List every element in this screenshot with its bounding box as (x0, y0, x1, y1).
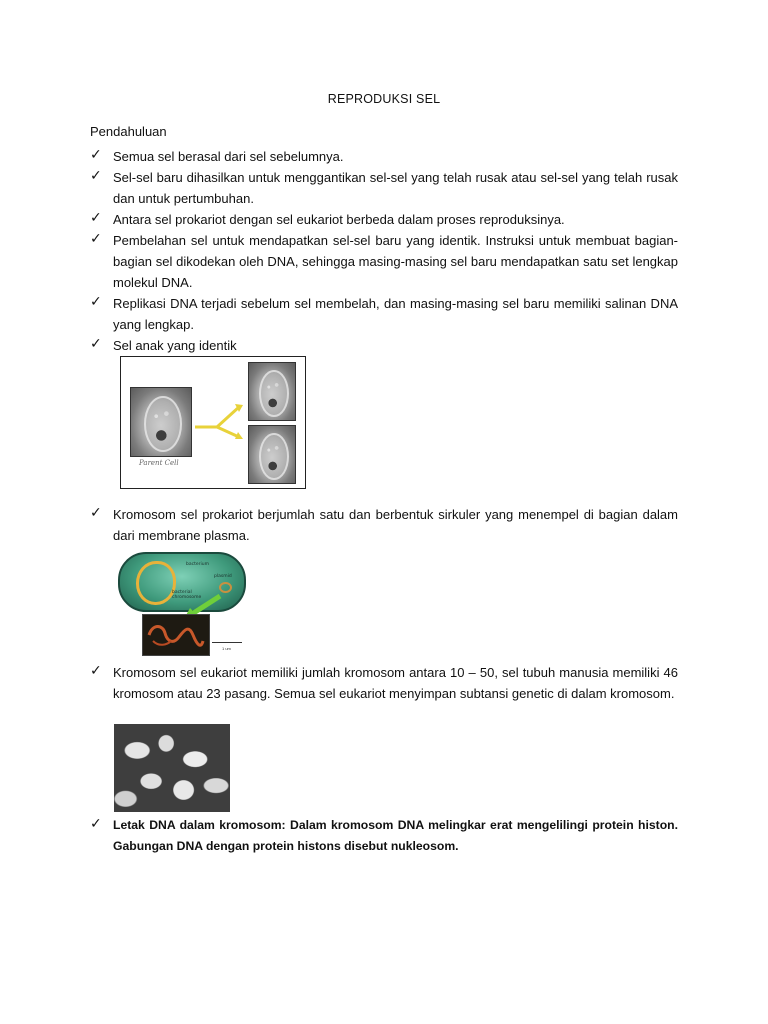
checkmark-icon: ✓ (90, 146, 102, 162)
list-item-text: Sel-sel baru dihasilkan untuk menggantikan sel-sel yang telah rusak atau sel-sel yang telah rusak dan untuk pertumbuhan. (113, 170, 678, 207)
checkmark-icon: ✓ (90, 293, 102, 309)
scale-bar (212, 642, 242, 643)
list-item-text: Kromosom sel prokariot berjumlah satu dan berbentuk sirkuler yang menempel di bagian dalam dari membrane plasma. (113, 507, 678, 544)
list-item (90, 230, 678, 294)
scale-label: 1 um (222, 646, 231, 651)
parent-cell-image (130, 387, 192, 457)
list-item-text: Replikasi DNA terjadi sebelum sel membelah, dan masing-masing sel baru memiliki salinan DNA yang lengkap. (113, 296, 678, 333)
list-item-text: Semua sel berasal dari sel sebelumnya. (113, 149, 344, 164)
checkmark-icon: ✓ (90, 167, 102, 183)
chromosome-micrograph (142, 614, 210, 656)
plasmid-shape (219, 582, 232, 593)
list-item-text: Antara sel prokariot dengan sel eukariot berbeda dalam proses reproduksinya. (113, 212, 565, 227)
chromosome-label: bacterial chromosome (172, 590, 202, 600)
intro-heading: Pendahuluan (90, 124, 167, 139)
list-item (90, 662, 678, 704)
list-item (90, 335, 678, 356)
daughter-cell-image (248, 362, 296, 421)
list-item (90, 293, 678, 335)
checkmark-icon: ✓ (90, 335, 102, 351)
checkmark-icon: ✓ (90, 209, 102, 225)
checkmark-icon: ✓ (90, 230, 102, 246)
checkmark-icon: ✓ (90, 815, 102, 831)
parent-cell-label: Parent Cell (139, 459, 179, 467)
chromosomes-micrograph (114, 724, 230, 812)
list-item-text: Sel anak yang identik (113, 338, 237, 353)
dna-strand-icon (143, 615, 209, 655)
bacterial-chromosome-shape (136, 561, 176, 605)
bacterium-label: bacterium (186, 562, 209, 567)
list-item (90, 146, 678, 167)
list-item (90, 504, 678, 546)
list-item (90, 167, 678, 209)
list-item-text: Letak DNA dalam kromosom: Dalam kromosom DNA melingkar erat mengelilingi protein histon. Gabungan DNA dengan protein histons disebut nukleosom. (113, 818, 678, 854)
list-item-text: Pembelahan sel untuk mendapatkan sel-sel baru yang identik. Instruksi untuk membuat bagian-bagian sel dikodekan oleh DNA, sehingga masing-masing sel baru mendapatkan satu set lengkap molekul DNA. (113, 233, 678, 291)
daughter-cell-image (248, 425, 296, 484)
list-item-text: Kromosom sel eukariot memiliki jumlah kromosom antara 10 – 50, sel tubuh manusia memiliki 46 kromosom atau 23 pasang. Semua sel eukariot menyimpan subtansi genetic di dalam kromosom. (113, 665, 678, 702)
list-item (90, 209, 678, 230)
division-arrow-icon (191, 401, 247, 441)
checkmark-icon: ✓ (90, 662, 102, 678)
list-item (90, 815, 678, 857)
checkmark-icon: ✓ (90, 504, 102, 520)
bacterium-figure (118, 552, 244, 656)
plasmid-label: plasmid (214, 574, 232, 579)
cell-division-figure (120, 356, 306, 489)
page-title: REPRODUKSI SEL (327, 92, 441, 106)
